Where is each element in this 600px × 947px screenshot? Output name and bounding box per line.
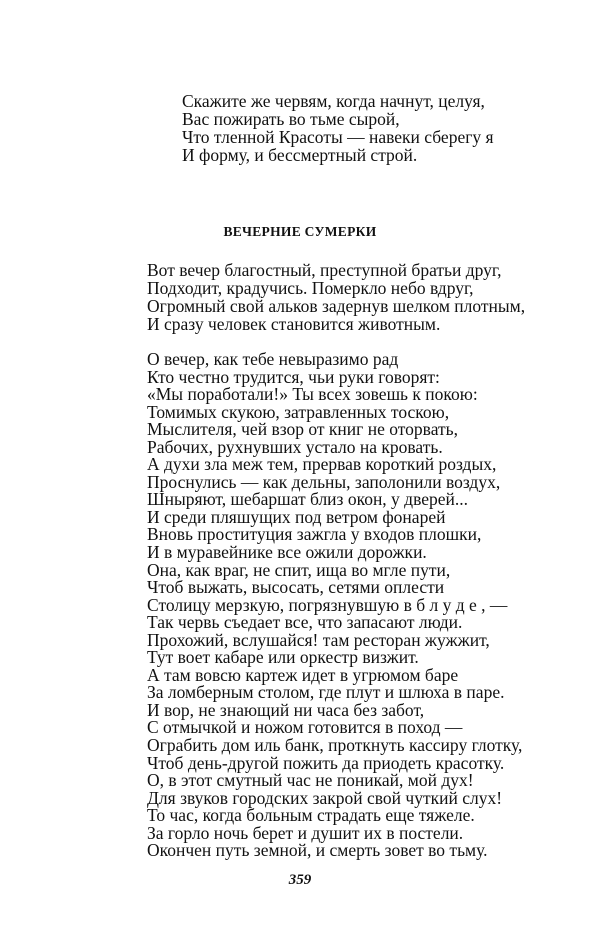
verse-line: Скажите же червям, когда начнут, целуя,	[182, 91, 485, 111]
verse-line: Тут воет кабаре или оркестр визжит.	[147, 647, 419, 668]
poem-stanza-1	[147, 261, 525, 333]
verse-line: О, в этот смутный час не поникай, мой дух!	[147, 770, 474, 791]
verse-line: Проснулись — как дельны, заполонили воздух,	[147, 471, 501, 492]
verse-line: Ограбить дом иль банк, проткнуть кассиру глотку,	[147, 735, 523, 756]
verse-line: Для звуков городских закрой свой чуткий слух!	[147, 787, 503, 808]
verse-line: Рабочих, рухнувших устало на кровать.	[147, 436, 443, 457]
verse-line: Что тленной Красоты — навеки сберегу я	[182, 127, 494, 147]
verse-line: И в муравейнике все ожили дорожки.	[147, 542, 427, 563]
verse-line: Подходит, крадучись. Померкло небо вдруг,	[147, 278, 474, 298]
verse-line: Вот вечер благостный, преступной братьи друг,	[147, 260, 502, 280]
verse-line: За ломберным столом, где плут и шлюха в паре.	[147, 682, 505, 703]
verse-line: Шныряют, шебаршат близ окон, у дверей...	[147, 489, 469, 510]
verse-line: С отмычкой и ножом готовится в поход —	[147, 717, 463, 738]
verse-line: То час, когда больным страдать еще тяжеле.	[147, 805, 475, 826]
verse-line: Вновь проституция зажгла у входов плошки,	[147, 524, 482, 545]
verse-line: Прохожий, вслушайся! там ресторан жужжит,	[147, 629, 490, 650]
verse-line: Мыслителя, чей взор от книг не оторвать,	[147, 419, 459, 440]
verse-line: Окончен путь земной, и смерть зовет во тьму.	[147, 840, 488, 861]
verse-line: О вечер, как тебе невыразимо рад	[147, 349, 399, 369]
verse-line: А там вовсю картеж идет в угрюмом баре	[147, 664, 459, 685]
page-number: 359	[288, 872, 312, 888]
verse-line: Столицу мерзкую, погрязнувшую в б л у д е , —	[147, 594, 508, 615]
verse-line: И форму, и бессмертный строй.	[182, 145, 418, 165]
poem-stanza-2	[147, 351, 522, 860]
verse-line: Чтоб выжать, высосать, сетями оплести	[147, 577, 445, 598]
verse-line: И среди пляшущих под ветром фонарей	[147, 506, 446, 527]
verse-line: За горло ночь берет и душит их в постели.	[147, 822, 464, 843]
poem-title: ВЕЧЕРНИЕ СУМЕРКИ	[223, 224, 377, 239]
verse-line: «Мы поработали!» Ты всех зовешь к покою:	[147, 384, 478, 405]
verse-line: Чтоб день-другой пожить да приодеть красотку.	[147, 752, 505, 773]
verse-line: Огромный свой альков задернув шелком плотным,	[147, 296, 526, 316]
verse-line: Так червь съедает все, что запасают люди.	[147, 612, 463, 633]
verse-line: И сразу человек становится животным.	[147, 314, 441, 334]
verse-line: Вас пожирать во тьме сырой,	[182, 109, 400, 129]
intro-stanza	[182, 92, 494, 164]
verse-line: А духи зла меж тем, прервав короткий роздых,	[147, 454, 497, 475]
verse-line: Она, как враг, не спит, ища во мгле пути,	[147, 559, 451, 580]
verse-line: Кто честно трудится, чьи руки говорят:	[147, 366, 440, 387]
verse-line: И вор, не знающий ни часа без забот,	[147, 699, 425, 720]
verse-line: Томимых скукою, затравленных тоскою,	[147, 401, 450, 422]
